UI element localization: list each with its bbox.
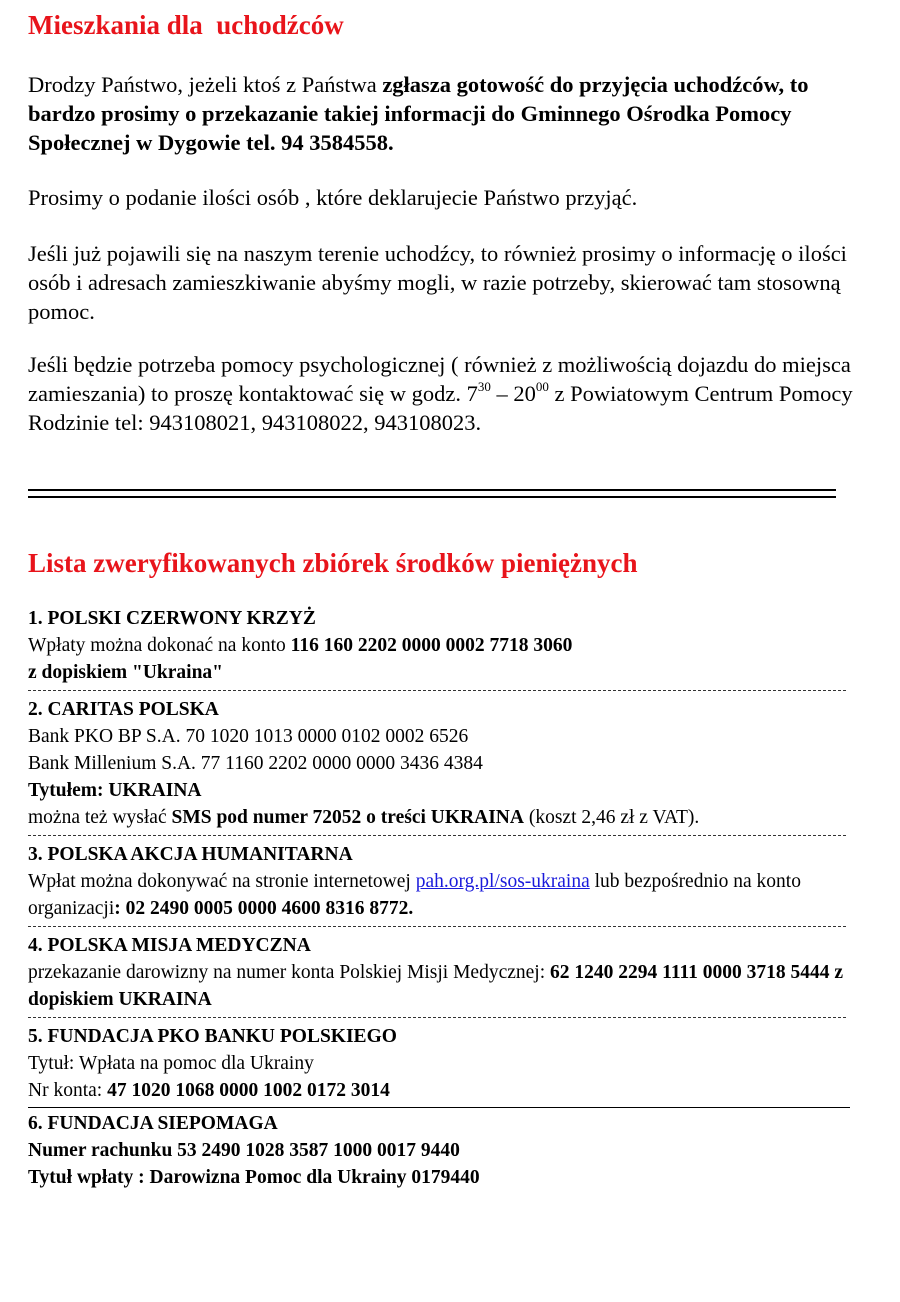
- caritas-sms-cost: (koszt 2,46 zł z VAT).: [523, 807, 700, 828]
- psych-help-intro: Jeśli będzie potrzeba pomocy psychologicznej ( również z możliwością dojazdu do miejsca zamieszania) to proszę kontaktować się w godz.: [28, 352, 851, 406]
- pmm-account-number: 62 1240 2294 1111 0000 3718 5444 z dopiskiem UKRAINA: [28, 962, 844, 1010]
- caritas-sms-intro: można też wysłać: [28, 807, 172, 828]
- paragraph-psychological-help: [28, 350, 873, 437]
- fundraiser-pmm: [28, 932, 846, 1013]
- pah-account-number: : 02 2490 0005 0000 4600 8316 8772.: [114, 898, 414, 919]
- siepomaga-transfer-title: Tytuł wpłaty : Darowizna Pomoc dla Ukrainy 0179440: [28, 1167, 480, 1188]
- paragraph-number-of-people: Prosimy o podanie ilości osób , które deklarujecie Państwo przyjąć.: [28, 185, 638, 210]
- paragraph-readiness-intro: Drodzy Państwo, jeżeli ktoś z Państwa: [28, 72, 383, 97]
- pck-transfer-note: z dopiskiem "Ukraina": [28, 662, 224, 683]
- pah-or-account: lub bezpośrednio na konto organizacji: [28, 871, 801, 919]
- siepomaga-account-number: Numer rachunku 53 2490 1028 3587 1000 0017 9440: [28, 1140, 460, 1161]
- pko-account-number: 47 1020 1068 0000 1002 0172 3014: [107, 1080, 390, 1101]
- paragraph-arrived-refugees: Jeśli już pojawili się na naszym terenie uchodźcy, to również prosimy o informację o ilości osób i adresach zamieszkiwanie abyśmy mogli, w razie potrzeby, skierować tam stosowną pomoc.: [28, 241, 847, 324]
- dashed-divider: [28, 926, 846, 927]
- dashed-divider: [28, 690, 846, 691]
- paragraph-readiness-emphasis: zgłasza gotowość do przyjęcia uchodźców, to bardzo prosimy o przekazanie takiej informacji do Gminnego Ośrodka Pomocy Społecznej w Dygowie tel. 94 3584558.: [28, 72, 809, 155]
- paragraph-readiness: [28, 70, 873, 157]
- caritas-transfer-title: Tytułem: UKRAINA: [28, 780, 202, 801]
- hours-start-minutes: 30: [477, 378, 491, 394]
- pko-account-label: Nr konta:: [28, 1080, 108, 1101]
- fundraiser-siepomaga: [28, 1110, 846, 1191]
- pck-account-number: 116 160 2202 0000 0002 7718 3060: [290, 635, 573, 656]
- fundraiser-title: 4. POLSKA MISJA MEDYCZNA: [28, 935, 311, 956]
- fundraiser-title: 3. POLSKA AKCJA HUMANITARNA: [28, 844, 353, 865]
- pah-website-link[interactable]: pah.org.pl/sos-ukraina: [415, 871, 590, 892]
- fundraiser-caritas: [28, 696, 846, 831]
- fundraiser-pko: [28, 1023, 846, 1104]
- caritas-pko-account: Bank PKO BP S.A. 70 1020 1013 0000 0102 0002 6526: [28, 726, 469, 747]
- pah-intro: Wpłat można dokonywać na stronie internetowej: [28, 871, 416, 892]
- heading-apartments-for-refugees: Mieszkania dla uchodźców: [28, 10, 344, 40]
- pck-transfer-text: Wpłaty można dokonać na konto: [28, 635, 291, 656]
- dashed-divider: [28, 835, 846, 836]
- pmm-intro: przekazanie darowizny na numer konta Polskiej Misji Medycznej:: [28, 962, 551, 983]
- heading-verified-fundraisers: Lista zweryfikowanych zbiórek środków pieniężnych: [28, 548, 638, 578]
- fundraiser-title: 5. FUNDACJA PKO BANKU POLSKIEGO: [28, 1026, 397, 1047]
- double-line-divider: [28, 489, 836, 498]
- hours-end: 20: [513, 381, 536, 406]
- fundraiser-list: [28, 605, 846, 1191]
- fundraiser-pah: [28, 841, 846, 922]
- dashed-divider: [28, 1017, 846, 1018]
- caritas-millenium-account: Bank Millenium S.A. 77 1160 2202 0000 0000 3436 4384: [28, 753, 483, 774]
- fundraiser-title: 1. POLSKI CZERWONY KRZYŻ: [28, 608, 316, 629]
- hours-dash: –: [490, 381, 514, 406]
- hours-start: 7: [466, 381, 478, 406]
- fundraiser-pck: [28, 605, 846, 686]
- fundraiser-title: 6. FUNDACJA SIEPOMAGA: [28, 1113, 278, 1134]
- solid-divider: [28, 1107, 850, 1108]
- caritas-sms-number: SMS pod numer 72052 o treści UKRAINA: [171, 807, 524, 828]
- fundraiser-title: 2. CARITAS POLSKA: [28, 699, 219, 720]
- hours-end-minutes: 00: [535, 378, 549, 394]
- psych-help-contact: z Powiatowym Centrum Pomocy Rodzinie tel: 943108021, 943108022, 943108023.: [28, 381, 853, 435]
- pko-transfer-title: Tytuł: Wpłata na pomoc dla Ukrainy: [28, 1053, 314, 1074]
